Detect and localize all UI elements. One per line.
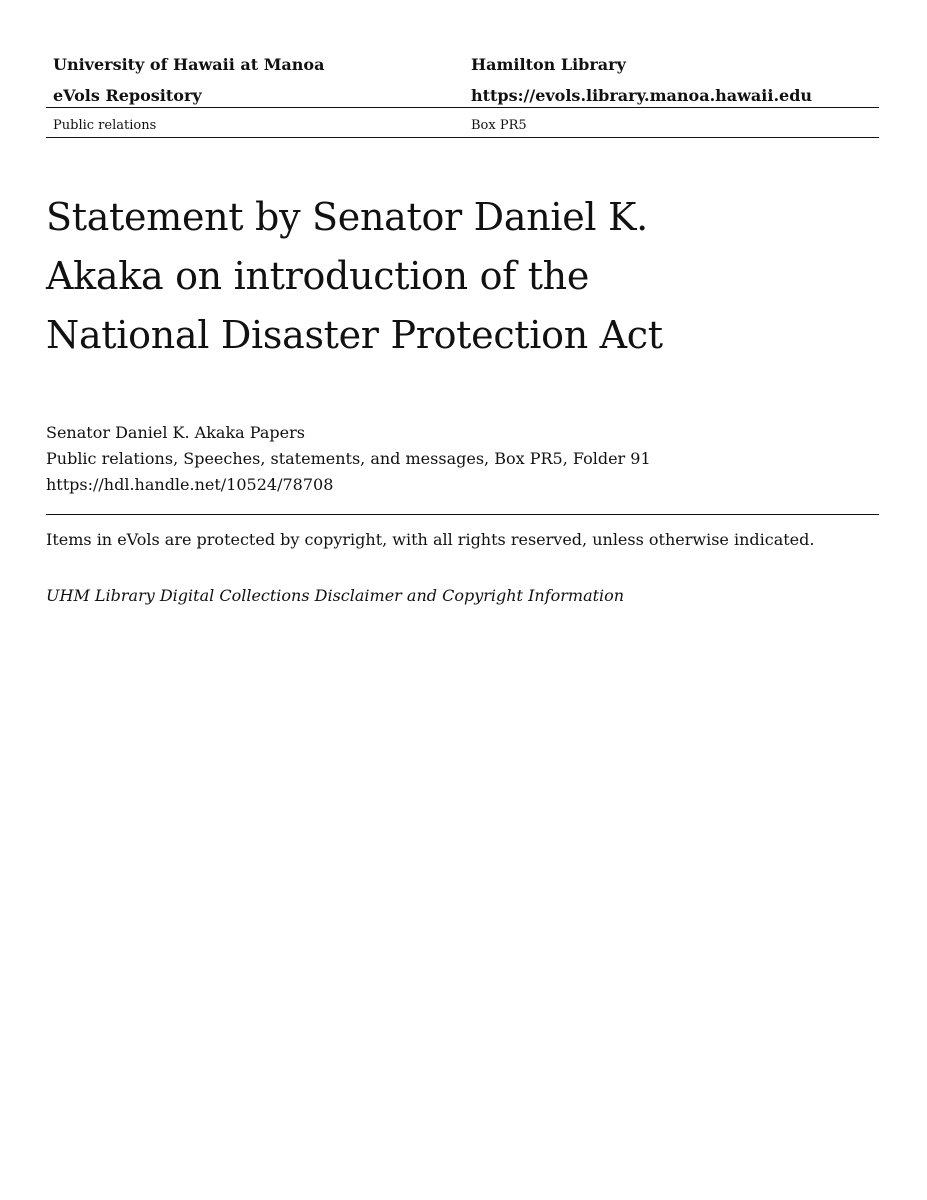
- collection-section: Public relations: [53, 118, 157, 133]
- header-divider-top: [46, 107, 879, 108]
- document-metadata: [46, 420, 879, 498]
- folder-location: Public relations, Speeches, statements, and messages, Box PR5, Folder 91: [46, 449, 651, 468]
- disclaimer-link[interactable]: UHM Library Digital Collections Disclaimer and Copyright Information: [46, 586, 625, 605]
- institution-name: University of Hawaii at Manoa: [53, 55, 325, 74]
- box-label: Box PR5: [471, 118, 527, 133]
- header-sub-row: [46, 114, 879, 138]
- metadata-divider: [46, 514, 879, 515]
- header-table: [46, 52, 879, 114]
- title-line: Akaka on introduction of the: [46, 254, 590, 298]
- header-divider-bottom: [46, 137, 879, 138]
- document-title: [46, 188, 746, 365]
- collection-name: Senator Daniel K. Akaka Papers: [46, 423, 305, 442]
- repository-url-link[interactable]: https://evols.library.manoa.hawaii.edu: [471, 86, 813, 105]
- header-row-2: [46, 83, 879, 114]
- copyright-notice: Items in eVols are protected by copyright, with all rights reserved, unless otherwise indicated.: [46, 530, 815, 549]
- title-line: Statement by Senator Daniel K.: [46, 195, 648, 239]
- handle-link[interactable]: https://hdl.handle.net/10524/78708: [46, 475, 334, 494]
- header-row-1: [46, 52, 879, 83]
- repository-name: eVols Repository: [53, 86, 202, 105]
- library-name: Hamilton Library: [471, 55, 626, 74]
- title-line: National Disaster Protection Act: [46, 313, 663, 357]
